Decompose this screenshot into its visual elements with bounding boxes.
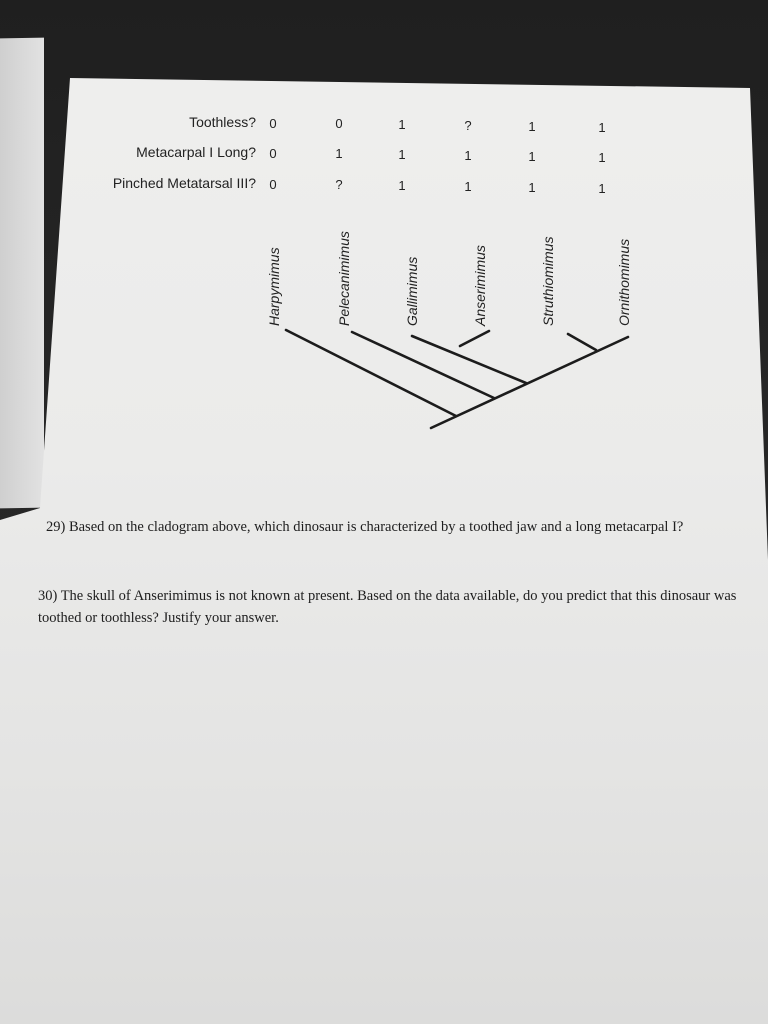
matrix-cell: 1 [398,117,406,132]
taxon-label-pelecanimimus: Pelecanimimus [336,231,352,326]
matrix-cell: 1 [398,178,406,193]
matrix-cell: 1 [598,120,606,135]
matrix-cell: 0 [335,116,343,131]
taxon-label-gallimimus: Gallimimus [404,256,420,326]
matrix-cell: ? [464,118,472,133]
taxon-label-ornithomimus: Ornithomimus [616,238,632,326]
taxon-label-harpymimus: Harpymimus [266,247,282,326]
matrix-cell: 1 [464,148,472,163]
matrix-cell: 1 [598,181,606,196]
matrix-cell: 0 [269,146,277,161]
taxon-label-struthiomimus: Struthiomimus [540,236,556,326]
matrix-cell: 1 [598,150,606,165]
matrix-cell: 1 [335,146,343,161]
trait-label-metacarpal: Metacarpal I Long? [136,144,256,160]
matrix-cell: 1 [528,149,536,164]
matrix-cell: 1 [398,147,406,162]
taxon-label-anserimimus: Anserimimus [472,245,488,326]
matrix-cell: ? [335,177,343,192]
branch-gallimimus [412,336,526,383]
branch-anserimimus [460,331,489,346]
trait-label-toothless: Toothless? [189,114,256,130]
trait-label-metatarsal: Pinched Metatarsal III? [112,175,256,191]
branch-struthiomimus [568,334,596,350]
matrix-cell: 1 [464,179,472,194]
question-29: 29) Based on the cladogram above, which dinosaur is characterized by a toothed jaw and a long metacarpal I? [46,519,684,535]
matrix-cell: 1 [528,119,536,134]
question-30: 30) The skull of Anserimimus is not known at present. Based on the data available, do you predict that this dinosaur was toothed or toothless? Justify your answer. [38,588,737,626]
matrix-cell: 0 [269,116,277,131]
matrix-cell: 1 [528,180,536,195]
matrix-cell: 0 [269,177,277,192]
